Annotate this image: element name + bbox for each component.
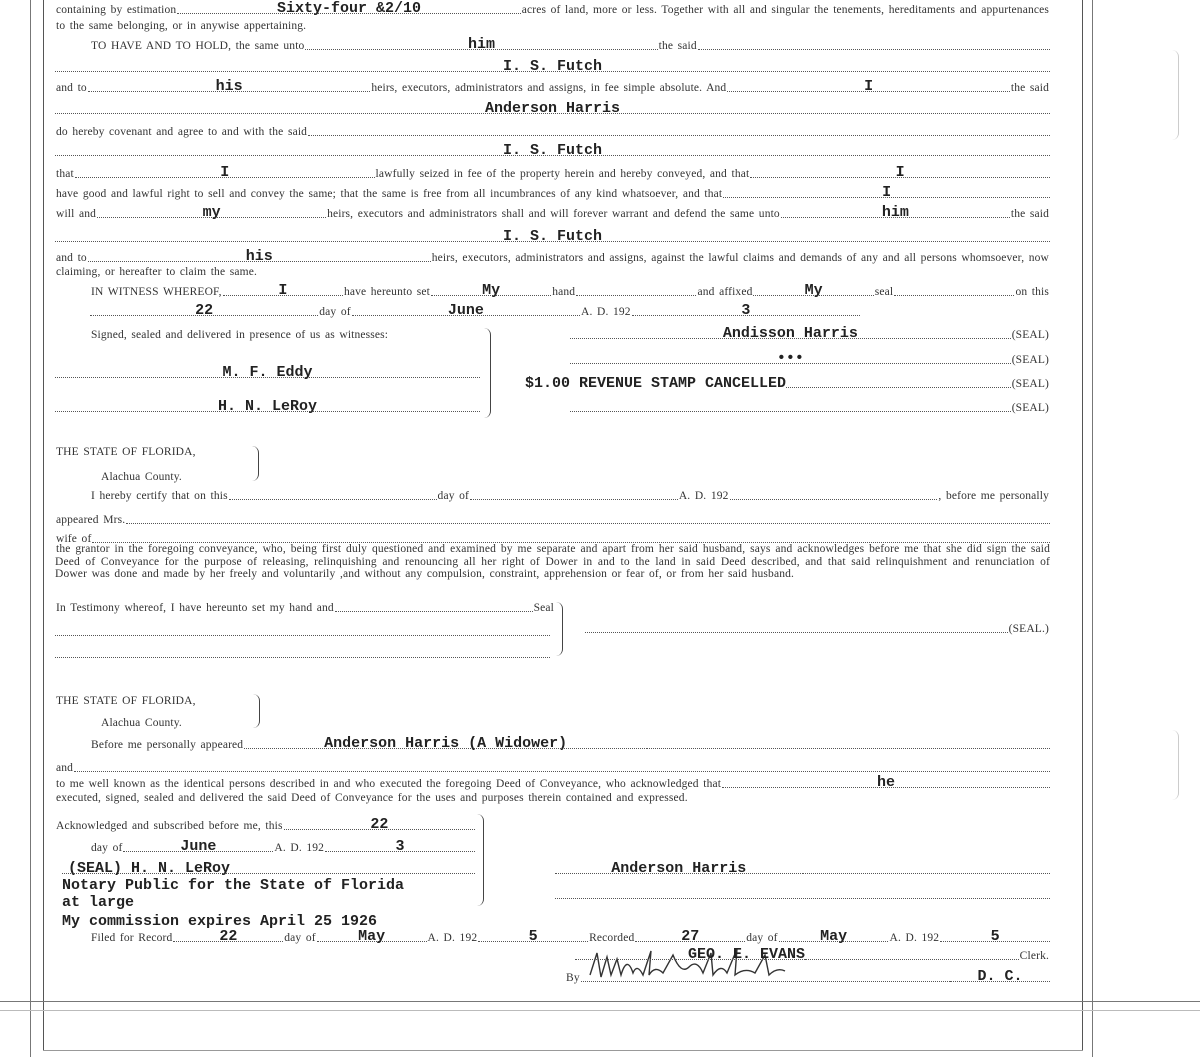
- typed-entry: 5: [990, 928, 1000, 945]
- testimony-brace: [556, 602, 563, 656]
- printed-text: Before me personally appeared: [91, 739, 244, 751]
- printed-text: Clerk.: [1019, 950, 1049, 962]
- printed-text: the grantor in the foregoing conveyance, who, being first duly questioned and examined by me separate and apart from her said husband, says and acknowledges before me that she did sign the said Deed of Conveyance for the purpose of releasing, relinquishing and renouncing all her right of Dower in and to the land in said Deed described, and that said relinquishment and renunciation of Dower was done and made by her freely and voluntarily ,and without any compulsion, constraint, apprehension or fear of, or from her said husband.: [55, 543, 1050, 581]
- fill-in-blank: [55, 57, 1050, 75]
- printed-text: Acknowledged and subscribed before me, this: [56, 820, 283, 832]
- form-line: [62, 860, 475, 876]
- printed-text: appeared Mrs.: [56, 514, 126, 526]
- fill-in-blank: [335, 597, 533, 612]
- page-bottom-edge: [43, 1050, 1083, 1051]
- form-line: [570, 350, 1050, 366]
- printed-text: and: [56, 762, 74, 774]
- typed-entry: I. S. Futch: [502, 58, 603, 75]
- fill-in-blank: [950, 967, 1050, 985]
- fill-in-blank: [730, 485, 938, 500]
- typed-entry: May: [820, 928, 848, 945]
- fill-in-blank: [55, 227, 1050, 245]
- form-line: [55, 510, 1050, 526]
- typed-entry: D. C.: [977, 968, 1023, 985]
- printed-text: the said: [1010, 82, 1049, 94]
- printed-text: Seal: [533, 602, 554, 614]
- form-line: [55, 0, 1050, 16]
- printed-text: A. D. 192: [889, 932, 940, 944]
- printed-text: (SEAL): [1011, 329, 1049, 341]
- fill-in-blank: [92, 528, 1050, 543]
- printed-text: heirs, executors, administrators and assigns, against the lawful claims and demands of any and all persons whomsoever, now: [431, 252, 1049, 264]
- printed-text: Filed for Record: [91, 932, 173, 944]
- form-line: [90, 928, 1050, 944]
- fill-in-blank: [781, 203, 1010, 221]
- form-line: [565, 968, 1050, 984]
- fill-in-blank: [575, 945, 805, 963]
- printed-text: (SEAL): [1011, 402, 1049, 414]
- form-line: [55, 142, 1050, 158]
- typed-entry: I: [220, 164, 230, 181]
- printed-text: By: [566, 972, 580, 984]
- left-border-line: [43, 0, 44, 1050]
- fill-in-blank: [173, 927, 283, 945]
- form-line: [90, 302, 860, 318]
- form-line: [55, 262, 1050, 278]
- typed-entry: Anderson Harris (A Widower): [324, 735, 568, 752]
- fill-in-blank: [305, 35, 657, 53]
- printed-text: (SEAL): [1011, 354, 1049, 366]
- fill-in-blank: [223, 281, 343, 299]
- form-line: [55, 122, 1050, 138]
- bottom-rule: [0, 1001, 1200, 1002]
- fill-in-blank: [647, 734, 1050, 749]
- margin-mark: [1172, 50, 1179, 140]
- fill-in-blank: [585, 618, 1008, 633]
- form-line: [55, 788, 1050, 804]
- form-line: [555, 885, 1050, 901]
- printed-text: THE STATE OF FLORIDA,: [56, 695, 196, 707]
- printed-text: wife of: [56, 533, 92, 545]
- bottom-rule-dotted: [0, 1010, 1200, 1011]
- printed-text: , before me personally: [938, 490, 1050, 502]
- fill-in-blank: [325, 837, 475, 855]
- printed-text: heirs, executors, administrators and assigns, in fee simple absolute. And: [371, 82, 727, 94]
- fill-in-blank: [803, 859, 1051, 874]
- fill-in-blank: [55, 99, 1050, 117]
- printed-text: and to: [56, 252, 87, 264]
- fill-in-blank: [431, 281, 551, 299]
- form-line: [55, 58, 1050, 74]
- typed-entry: I: [895, 164, 905, 181]
- form-line: [55, 78, 1050, 94]
- fill-in-blank: [727, 77, 1010, 95]
- fill-in-blank: [55, 621, 550, 636]
- typed-entry: GEO. E. EVANS: [687, 946, 805, 963]
- fill-in-blank: [55, 397, 480, 415]
- typed-entry: I. S. Futch: [502, 142, 603, 159]
- fill-in-blank: [805, 945, 1019, 960]
- printed-text: to me well known as the identical persons described in and who executed the foregoing Deed of Conveyance, who acknowledged that: [56, 778, 722, 790]
- form-line: [55, 364, 480, 380]
- fill-in-blank: [786, 373, 1011, 388]
- form-line: [55, 164, 1050, 180]
- printed-text: A. D. 192: [427, 932, 478, 944]
- printed-text: containing by estimation: [56, 4, 177, 16]
- fill-in-blank: [722, 773, 1050, 791]
- fill-in-blank: [576, 281, 696, 296]
- printed-text: Alachua County.: [101, 471, 182, 483]
- form-line: [90, 735, 1050, 751]
- printed-text: to the same belonging, or in anywise appertaining.: [56, 20, 307, 32]
- fill-in-blank: [470, 485, 678, 500]
- printed-text: A. D. 192: [274, 842, 325, 854]
- fill-in-blank: [478, 927, 588, 945]
- fill-in-blank: [753, 281, 873, 299]
- typed-entry: June: [447, 302, 484, 319]
- witness-brace: [484, 328, 491, 418]
- printed-text: hand: [552, 286, 576, 298]
- printed-text: acres of land, more or less. Together with all and singular the tenements, hereditaments and appurtenances: [521, 4, 1049, 16]
- fill-in-blank: [570, 349, 1011, 367]
- fill-in-blank: [74, 757, 1050, 772]
- printed-text: and affixed: [697, 286, 753, 298]
- form-line: [525, 374, 1050, 390]
- form-line: [90, 486, 1050, 502]
- typed-entry: I. S. Futch: [502, 228, 603, 245]
- form-line: [55, 816, 475, 832]
- printed-text: will and: [56, 208, 97, 220]
- form-line: [55, 622, 550, 638]
- printed-text: heirs, executors and administrators shall and will forever warrant and defend the same unto: [327, 208, 780, 220]
- fill-in-blank: [555, 884, 1050, 899]
- typed-entry: Andisson Harris: [722, 325, 858, 342]
- fill-in-blank: [55, 141, 1050, 159]
- printed-text: (SEAL): [1011, 378, 1049, 390]
- printed-text: I hereby certify that on this: [91, 490, 228, 502]
- form-line: [62, 876, 475, 892]
- printed-text: seal: [874, 286, 894, 298]
- fill-in-blank: [894, 281, 1014, 296]
- printed-text: A. D. 192: [678, 490, 729, 502]
- fill-in-blank: [229, 485, 437, 500]
- form-line: [100, 467, 250, 483]
- form-line: [55, 691, 250, 707]
- form-line: [90, 325, 480, 341]
- typed-entry: (SEAL) H. N. LeRoy: [68, 860, 231, 877]
- fill-in-blank: [284, 815, 475, 833]
- typed-entry: him: [881, 204, 909, 221]
- form-line: [575, 946, 1050, 962]
- printed-text: In Testimony whereof, I have hereunto set my hand and: [56, 602, 334, 614]
- printed-text: day of: [284, 932, 316, 944]
- fill-in-blank: [126, 509, 1050, 524]
- typed-entry: my: [202, 204, 221, 221]
- form-line: [90, 36, 1050, 52]
- typed-entry: he: [877, 774, 896, 791]
- typed-entry: him: [468, 36, 496, 53]
- printed-text: Signed, sealed and delivered in presence of us as witnesses:: [91, 329, 389, 341]
- form-line: [55, 644, 550, 660]
- fill-in-blank: [62, 859, 475, 877]
- form-line: [55, 398, 480, 414]
- form-line: [55, 543, 1050, 581]
- form-line: [62, 893, 475, 909]
- typed-entry: I: [278, 282, 288, 299]
- typed-entry: M. F. Eddy: [222, 364, 313, 381]
- typed-entry: My: [482, 282, 501, 299]
- right-margin-line: [1092, 0, 1093, 1057]
- typed-text: at large: [62, 894, 135, 911]
- right-border-line: [1082, 0, 1083, 1050]
- printed-text: A. D. 192: [581, 306, 631, 318]
- fill-in-blank: [698, 35, 1050, 50]
- printed-text: IN WITNESS WHEREOF,: [91, 286, 222, 298]
- fill-in-blank: [581, 967, 950, 982]
- form-line: [55, 758, 1050, 774]
- typed-text: Notary Public for the State of Florida: [62, 877, 405, 894]
- typed-entry: May: [358, 928, 386, 945]
- printed-text: Alachua County.: [101, 717, 182, 729]
- form-line: [55, 442, 250, 458]
- typed-entry: •••: [776, 350, 804, 367]
- fill-in-blank: [635, 927, 745, 945]
- typed-entry: his: [245, 248, 273, 265]
- printed-text: claiming, or hereafter to claim the same.: [56, 266, 257, 278]
- printed-text: have good and lawful right to sell and convey the same; that the same is free from all incumbrances of any kind whatsoever, and that: [56, 188, 723, 200]
- fill-in-blank: [308, 121, 1050, 136]
- fill-in-blank: [75, 163, 375, 181]
- typed-text: My commission expires April 25 1926: [62, 913, 378, 930]
- printed-text: day of: [319, 306, 351, 318]
- fill-in-blank: [88, 77, 371, 95]
- typed-text: $1.00 REVENUE STAMP CANCELLED: [525, 375, 787, 392]
- typed-entry: H. N. LeRoy: [217, 398, 318, 415]
- fill-in-blank: [723, 183, 1050, 201]
- fill-in-blank: [555, 859, 803, 877]
- typed-entry: Sixty-four &2/10: [277, 0, 422, 17]
- typed-entry: 3: [741, 302, 751, 319]
- left-margin-line: [30, 0, 31, 1057]
- typed-entry: 3: [395, 838, 405, 855]
- printed-text: lawfully seized in fee of the property herein and hereby conveyed, and that: [375, 168, 750, 180]
- fill-in-blank: [123, 837, 273, 855]
- form-line: [55, 100, 1050, 116]
- printed-text: the said: [658, 40, 697, 52]
- form-line: [585, 619, 1050, 635]
- form-line: [62, 912, 475, 928]
- typed-entry: his: [215, 78, 243, 95]
- fill-in-blank: [90, 301, 318, 319]
- state-brace-2: [253, 694, 260, 728]
- typed-entry: I: [864, 78, 874, 95]
- form-line: [100, 713, 250, 729]
- margin-mark: [1172, 730, 1179, 800]
- printed-text: TO HAVE AND TO HOLD, the same unto: [91, 40, 305, 52]
- fill-in-blank: [244, 734, 647, 752]
- typed-entry: Anderson Harris: [484, 100, 621, 117]
- state-brace-1: [252, 446, 259, 481]
- acknowledgment-brace: [477, 814, 484, 906]
- printed-text: (SEAL.): [1008, 623, 1049, 635]
- form-line: [55, 204, 1050, 220]
- fill-in-blank: [940, 927, 1050, 945]
- typed-entry: My: [804, 282, 823, 299]
- form-line: [55, 228, 1050, 244]
- fill-in-blank: [88, 247, 431, 265]
- form-line: [555, 860, 1050, 876]
- printed-text: that: [56, 168, 74, 180]
- typed-entry: 5: [528, 928, 538, 945]
- printed-text: Recorded: [589, 932, 635, 944]
- printed-text: day of: [91, 842, 123, 854]
- form-line: [570, 325, 1050, 341]
- fill-in-blank: [352, 301, 580, 319]
- printed-text: do hereby covenant and agree to and with the said: [56, 126, 308, 138]
- fill-in-blank: [55, 643, 550, 658]
- typed-entry: 22: [219, 928, 238, 945]
- printed-text: THE STATE OF FLORIDA,: [56, 446, 196, 458]
- fill-in-blank: [317, 927, 427, 945]
- printed-text: the said: [1010, 208, 1049, 220]
- form-line: [90, 838, 475, 854]
- fill-in-blank: [570, 397, 1011, 412]
- form-line: [570, 398, 1050, 414]
- fill-in-blank: [632, 301, 860, 319]
- typed-entry: 27: [681, 928, 700, 945]
- form-line: [55, 184, 1050, 200]
- fill-in-blank: [55, 363, 480, 381]
- printed-text: on this: [1015, 286, 1050, 298]
- typed-entry: 22: [195, 302, 214, 319]
- fill-in-blank: [97, 203, 326, 221]
- fill-in-blank: [177, 0, 520, 17]
- typed-entry: I: [882, 184, 892, 201]
- printed-text: day of: [746, 932, 778, 944]
- fill-in-blank: [779, 927, 889, 945]
- printed-text: have hereunto set: [343, 286, 430, 298]
- printed-text: day of: [437, 490, 470, 502]
- fill-in-blank: [750, 163, 1050, 181]
- form-line: [55, 16, 1050, 32]
- fill-in-blank: [570, 324, 1011, 342]
- form-line: [90, 282, 1050, 298]
- typed-entry: 22: [370, 816, 389, 833]
- printed-text: executed, signed, sealed and delivered the said Deed of Conveyance for the uses and purposes therein contained and expressed.: [56, 792, 688, 804]
- typed-entry: June: [180, 838, 217, 855]
- typed-entry: Anderson Harris: [611, 860, 747, 877]
- form-line: [55, 598, 555, 614]
- printed-text: and to: [56, 82, 87, 94]
